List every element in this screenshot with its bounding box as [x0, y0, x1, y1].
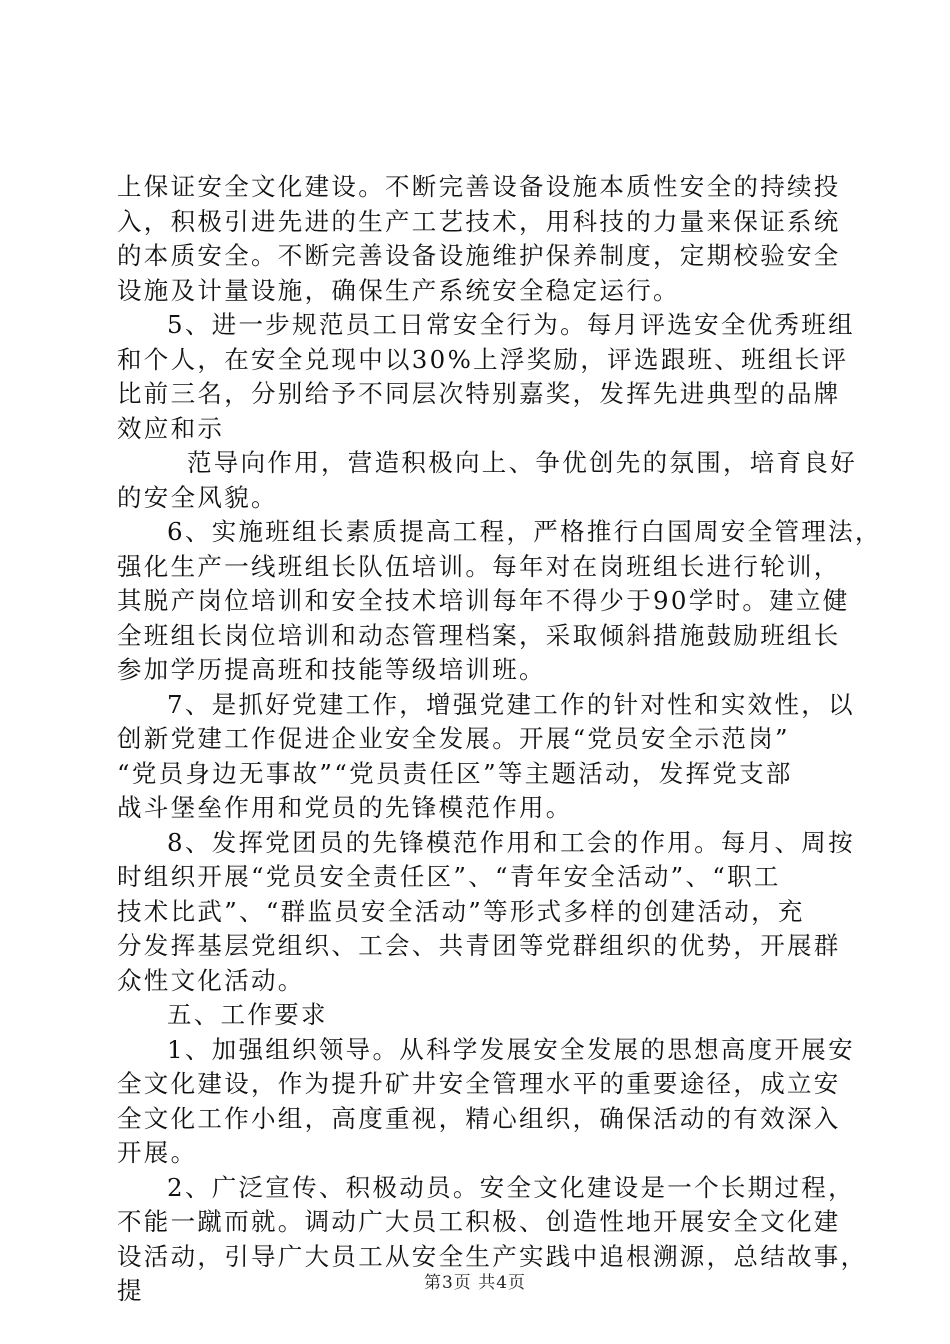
text-line: 的本质安全。不断完善设备设施维护保养制度，定期校验安全 — [117, 241, 841, 270]
text-line: 设施及计量设施，确保生产系统安全稳定运行。 — [117, 275, 680, 305]
text-line: 的安全风貌。 — [117, 482, 278, 512]
text-line: 提 — [117, 1276, 144, 1305]
text-line: 范导向作用，营造积极向上、争优创先的氛围，培育良好 — [187, 448, 857, 477]
document-body — [117, 170, 882, 1309]
text-line: 6、实施班组长素质提高工程，严格推行白国周安全管理法， — [167, 517, 882, 546]
text-line: 5、进一步规范员工日常安全行为。每月评选安全优秀班组 — [167, 310, 855, 339]
text-line: 比前三名，分别给予不同层次特别嘉奖，发挥先进典型的品牌 — [117, 379, 841, 408]
text-line: 五、工作要求 — [167, 1000, 328, 1029]
text-line: 战斗堡垒作用和党员的先锋模范作用。 — [117, 793, 573, 822]
text-line: 参加学历提高班和技能等级培训班。 — [117, 655, 546, 684]
text-line: 全文化建设，作为提升矿井安全管理水平的重要途径，成立安 — [117, 1069, 841, 1098]
text-line: 不能一蹴而就。调动广大员工积极、创造性地开展安全文化建 — [117, 1207, 841, 1236]
text-line: 效应和示 — [117, 413, 225, 443]
text-line: 全班组长岗位培训和动态管理档案，采取倾斜措施鼓励班组长 — [117, 620, 841, 650]
text-line: 入，积极引进先进的生产工艺技术，用科技的力量来保证系统 — [117, 206, 841, 236]
text-line: “党员身边无事故”“党员责任区”等主题活动，发挥党支部 — [117, 758, 793, 788]
text-line: 7、是抓好党建工作，增强党建工作的针对性和实效性，以 — [167, 689, 855, 719]
text-line: 上保证安全文化建设。不断完善设备设施本质性安全的持续投 — [117, 172, 841, 201]
text-line: 其脱产岗位培训和安全技术培训每年不得少于90学时。建立健 — [117, 586, 850, 615]
text-line: 强化生产一线班组长队伍培训。每年对在岗班组长进行轮训， — [117, 551, 841, 581]
text-line: 8、发挥党团员的先锋模范作用和工会的作用。每月、周按 — [167, 827, 855, 857]
text-line: 创新党建工作促进企业安全发展。开展“党员安全示范岗” — [117, 724, 790, 753]
text-line: 分发挥基层党组织、工会、共青团等党群组织的优势，开展群 — [117, 931, 841, 960]
text-line: 1、加强组织领导。从科学发展安全发展的思想高度开展安 — [167, 1034, 855, 1064]
text-line: 2、广泛宣传、积极动员。安全文化建设是一个长期过程， — [167, 1172, 855, 1202]
text-line: 时组织开展“党员安全责任区”、“青年安全活动”、“职工 — [117, 862, 781, 891]
page-footer: 第3页 共4页 — [423, 1273, 527, 1293]
text-line: 全文化工作小组，高度重视，精心组织，确保活动的有效深入 — [117, 1103, 841, 1133]
text-line: 众性文化活动。 — [117, 965, 305, 995]
text-line: 设活动，引导广大员工从安全生产实践中追根溯源，总结故事， — [117, 1241, 868, 1271]
text-line: 开展。 — [117, 1138, 198, 1167]
text-line: 技术比武”、“群监员安全活动”等形式多样的创建活动，充 — [117, 896, 805, 926]
text-line: 和个人，在安全兑现中以30%上浮奖励，评选跟班、班组长评 — [117, 344, 849, 374]
